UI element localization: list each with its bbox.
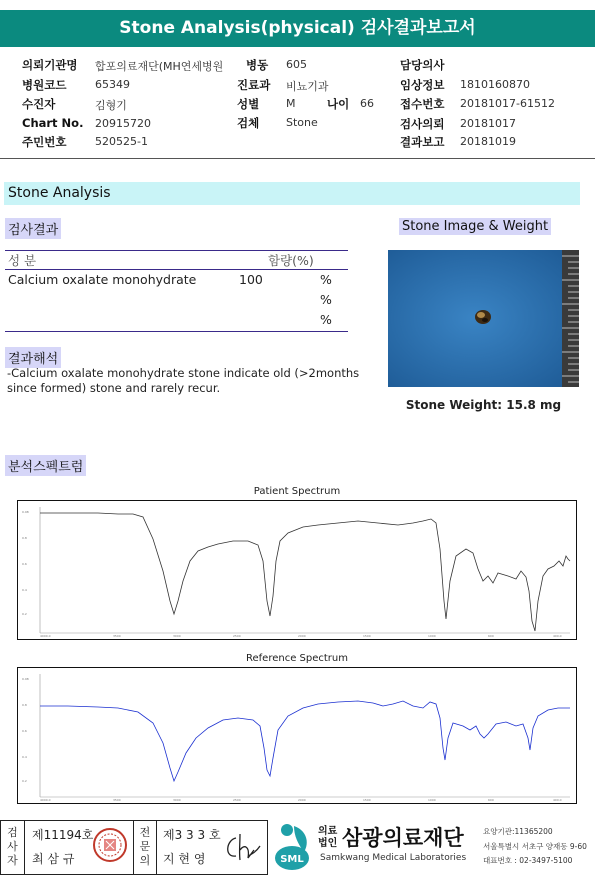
department-value: 비뇨기과 [286, 80, 329, 93]
id-number-value: 520525-1 [95, 135, 148, 148]
report-title: Stone Analysis(physical) 검사결과보고서 [0, 10, 595, 47]
svg-text:2000: 2000 [298, 798, 306, 802]
org-english-name: Samkwang Medical Laboratories [320, 853, 467, 863]
patient-label: 수진자 [22, 97, 56, 111]
chart-value: 20915720 [95, 117, 151, 130]
svg-text:0.4: 0.4 [22, 588, 27, 592]
stone-weight: Stone Weight: 15.8 mg [405, 398, 562, 412]
specimen-label: 검체 [237, 116, 260, 130]
content-column-header: 함량(%) [268, 253, 314, 268]
svg-text:600: 600 [488, 634, 494, 638]
report-date-value: 20181019 [460, 135, 516, 148]
specialist-name: 지 현 영 [163, 852, 206, 866]
svg-text:1000: 1000 [428, 798, 436, 802]
svg-text:2500: 2500 [233, 634, 241, 638]
reference-spectrum-title: Reference Spectrum [246, 653, 348, 664]
org-name: 삼광의료재단 [342, 826, 464, 850]
clinical-info-label: 임상정보 [400, 78, 445, 92]
report-date-label: 결과보고 [400, 135, 445, 149]
svg-text:600: 600 [488, 798, 494, 802]
age-label: 나이 [327, 97, 350, 111]
svg-text:4000.0: 4000.0 [40, 634, 51, 638]
institution-reg-number: 요양기관:11365200 [483, 827, 553, 836]
hospital-code-value: 65349 [95, 78, 130, 91]
institution-label: 의뢰기관명 [22, 58, 78, 72]
svg-text:1500: 1500 [363, 798, 371, 802]
sml-logo-icon [274, 822, 314, 876]
component-column-header: 성 분 [8, 253, 37, 268]
svg-text:0.98: 0.98 [22, 677, 29, 681]
svg-text:0.8: 0.8 [22, 536, 27, 540]
examiner-label: 검 사 자 [7, 826, 18, 867]
examiner-license: 제11194호 [32, 828, 94, 842]
svg-text:1000: 1000 [428, 634, 436, 638]
svg-text:3000: 3000 [173, 634, 181, 638]
reference-spectrum-chart [17, 667, 577, 804]
patient-spectrum-title: Patient Spectrum [253, 486, 341, 497]
specimen-value: Stone [286, 116, 318, 129]
ward-label: 병동 [246, 58, 269, 72]
stone-analysis-section-title: Stone Analysis [4, 182, 580, 205]
header-divider [0, 158, 595, 159]
org-address: 서울특별시 서초구 양재동 9-60 [483, 842, 587, 851]
org-prefix: 의료 법인 [318, 826, 338, 849]
svg-text:0.6: 0.6 [22, 562, 27, 566]
svg-text:0.8: 0.8 [22, 703, 27, 707]
red-seal-stamp [92, 827, 128, 867]
interpretation-text: -Calcium oxalate monohydrate stone indicate old (>2months since formed) stone and rarely recur. [7, 366, 360, 395]
patient-spectrum-chart [17, 500, 577, 640]
request-date-value: 20181017 [460, 117, 516, 130]
unit-cell: % [320, 292, 332, 307]
request-date-label: 검사의뢰 [400, 117, 445, 131]
ward-value: 605 [286, 58, 307, 71]
patient-value: 김형기 [95, 99, 127, 112]
svg-text:400.0: 400.0 [553, 798, 562, 802]
table-header-rule [5, 269, 348, 270]
org-phone: 대표번호 : 02-3497-5100 [483, 856, 573, 865]
results-title: 검사결과 [5, 218, 61, 239]
svg-text:0.98: 0.98 [22, 510, 29, 514]
receipt-value: 20181017-61512 [460, 97, 555, 110]
specialist-label-cell [133, 820, 157, 875]
svg-text:1500: 1500 [363, 634, 371, 638]
svg-text:2500: 2500 [233, 798, 241, 802]
doctor-label: 담당의사 [400, 58, 445, 72]
clinical-info-value: 1810160870 [460, 78, 530, 91]
specialist-label: 전 문 의 [139, 826, 151, 867]
unit-cell: % [320, 312, 332, 327]
specialist-signature [222, 830, 262, 870]
svg-text:2000: 2000 [298, 634, 306, 638]
age-value: 66 [360, 97, 374, 110]
hospital-code-label: 병원코드 [22, 78, 67, 92]
svg-text:0.2: 0.2 [22, 779, 27, 783]
chart-label: Chart No. [22, 116, 84, 130]
institution-value: 합포의료재단(MH연세병원 [95, 60, 224, 73]
sex-value: M [286, 97, 296, 110]
department-label: 진료과 [237, 78, 271, 92]
table-bottom-rule [5, 331, 348, 332]
id-number-label: 주민번호 [22, 135, 67, 149]
svg-text:0.2: 0.2 [22, 612, 27, 616]
specialist-license: 제3 3 3 호 [163, 828, 221, 842]
svg-text:4000.0: 4000.0 [40, 798, 51, 802]
component-cell: Calcium oxalate monohydrate [8, 272, 197, 287]
spectrum-section-title: 분석스펙트럼 [5, 455, 86, 476]
receipt-label: 접수번호 [400, 97, 445, 111]
svg-text:3500: 3500 [113, 798, 121, 802]
svg-text:400.0: 400.0 [553, 634, 562, 638]
stone-image-title: Stone Image & Weight [399, 218, 551, 235]
svg-text:0.6: 0.6 [22, 729, 27, 733]
sex-label: 성별 [237, 97, 260, 111]
svg-text:3000: 3000 [173, 798, 181, 802]
svg-text:SML: SML [280, 854, 304, 865]
content-cell: 100 [239, 272, 263, 287]
examiner-name: 최 삼 규 [32, 852, 75, 866]
svg-text:0.4: 0.4 [22, 755, 27, 759]
stone-image [388, 250, 579, 387]
interpretation-title: 결과해석 [5, 347, 61, 368]
examiner-label-cell [1, 820, 25, 875]
unit-cell: % [320, 272, 332, 287]
svg-text:3500: 3500 [113, 634, 121, 638]
